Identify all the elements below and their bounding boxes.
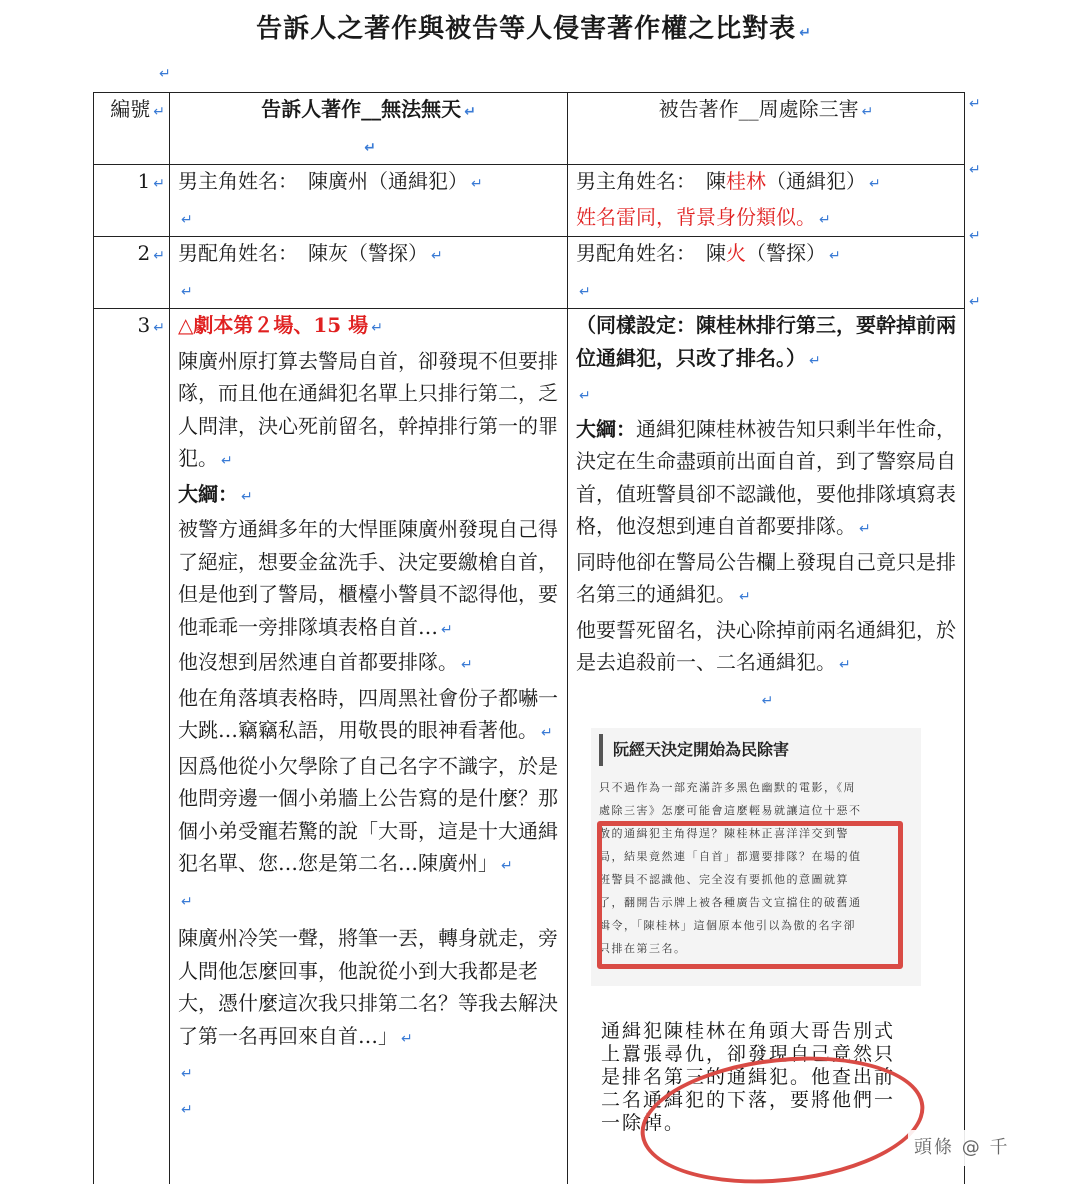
comparison-note: 姓名雷同，背景身份類似。 <box>576 204 816 229</box>
paragraph-mark: ↵ <box>969 96 981 112</box>
document-title: 告訴人之著作與被告等人侵害著作權之比對表 ↵ <box>256 14 812 44</box>
header-defendant-work: 被告著作__周處除三害 ↵ <box>568 93 965 165</box>
article-body: 只不過作為一部充滿許多黑色幽默的電影，《周 處除三害》怎麼可能會這麼輕易就讓這位十惡不 赦的通緝犯主角得逞？陳桂林正喜洋洋交到警 局，結果竟然連「自首」都還要排隊？在場的值 班警員不認識他、完全沒有要抓他的意圖就算 了，翻開告示牌上被各種廣告文宣擋住的破舊通 緝令，「陳桂林」這個原本他引以為傲的名字卻 只排在第三名。 <box>599 781 862 955</box>
defendant-cell: 男主角姓名： 陳桂林（通緝犯） ↵ 姓名雷同，背景身份類似。 ↵ <box>568 165 965 237</box>
embedded-article-screenshot <box>591 728 921 986</box>
embedded-synopsis: 通緝犯陳桂林在角頭大哥告別式上囂張尋仇，卻發現自己竟然只是排名第三的通緝犯。他查出前二名通緝犯的下落，要將他們一一除掉。 <box>601 1020 896 1134</box>
same-setting-note: （同樣設定：陳桂林排行第三，要幹掉前兩位通緝犯，只改了排名。） <box>576 313 956 370</box>
row-number: 3 ↵ <box>94 309 170 1184</box>
watermark: 頭條 @ 千 <box>908 1130 1048 1166</box>
defendant-cell: （同樣設定：陳桂林排行第三，要幹掉前兩位通緝犯，只改了排名。） ↵ ↵ 大綱：通緝犯陳桂林被告知只剩半年性命，決定在生命盡頭前出面自首，到了警察局自首，值班警員卻不認識他，要他排隊填寫表格，他沒想到連自首都要排隊。 ↵ 同時他卻在警局公告欄上發現自己竟只是排名第三的通緝犯。 ↵ 他要誓死留名，決心除掉前兩名通緝犯，於是去追殺前一、二名通緝犯。 ↵ ↵ <box>568 309 965 1184</box>
scene-heading: △劇本第２場、15 場 <box>178 313 369 337</box>
paragraph-mark: ↵ <box>159 66 171 82</box>
highlight-box <box>597 821 903 969</box>
table-row <box>94 237 965 309</box>
header-plaintiff-work: 告訴人著作__無法無天 ↵ ↵ <box>170 93 568 165</box>
paragraph-mark: ↵ <box>969 162 981 178</box>
defendant-cell: 男配角姓名： 陳火（警探） ↵ ↵ <box>568 237 965 309</box>
highlighted-name: 桂林 <box>726 169 766 193</box>
highlighted-name: 火 <box>726 241 746 265</box>
plaintiff-cell: △劇本第２場、15 場 ↵ 陳廣州原打算去警局自首，卻發現不但要排隊，而且他在通緝犯名單上只排行第二，乏人問津，決心死前留名，幹掉排行第一的罪犯。 ↵ 大綱： ↵ 被警方通緝多年的大悍匪陳廣州發現自己得了絕症，想要金盆洗手、決定要繳槍自首，但是他到了警局，櫃檯小警員不認得他，要他乖乖一旁排隊填表格自首… ↵ 他沒想到居然連自首都要排隊。 ↵ 他在角落填表格時，四周黑社會份子都嚇一大跳…竊竊私語，用敬畏的眼神看著他。 ↵ 因爲他從小欠學除了自己名字不識字，於是他問旁邊一個小弟牆上公告寫的是什麼？那個小弟受寵若驚的說「大哥，這是十大通緝犯名單、您…您是第二名…陳廣州」 ↵ ↵ 陳廣州冷笑一聲，將筆一丟，轉身就走，旁人問他怎麼回事，他說從小到大我都是老大，憑什麼這次我只排第二名？等我去解決了第一名再回來自首…」 ↵ ↵ ↵ <box>170 309 568 1184</box>
row-number: 1 ↵ <box>94 165 170 237</box>
plaintiff-cell: 男配角姓名： 陳灰（警探） ↵ ↵ <box>170 237 568 309</box>
plaintiff-cell: 男主角姓名： 陳廣州（通緝犯） ↵ ↵ <box>170 165 568 237</box>
table-header-row <box>94 93 965 165</box>
paragraph-mark: ↵ <box>969 228 981 244</box>
header-number: 編號 ↵ <box>94 93 170 165</box>
table-row <box>94 165 965 237</box>
paragraph-mark: ↵ <box>969 294 981 310</box>
article-heading: 阮經天決定開始為民除害 <box>599 734 911 766</box>
row-number: 2 ↵ <box>94 237 170 309</box>
